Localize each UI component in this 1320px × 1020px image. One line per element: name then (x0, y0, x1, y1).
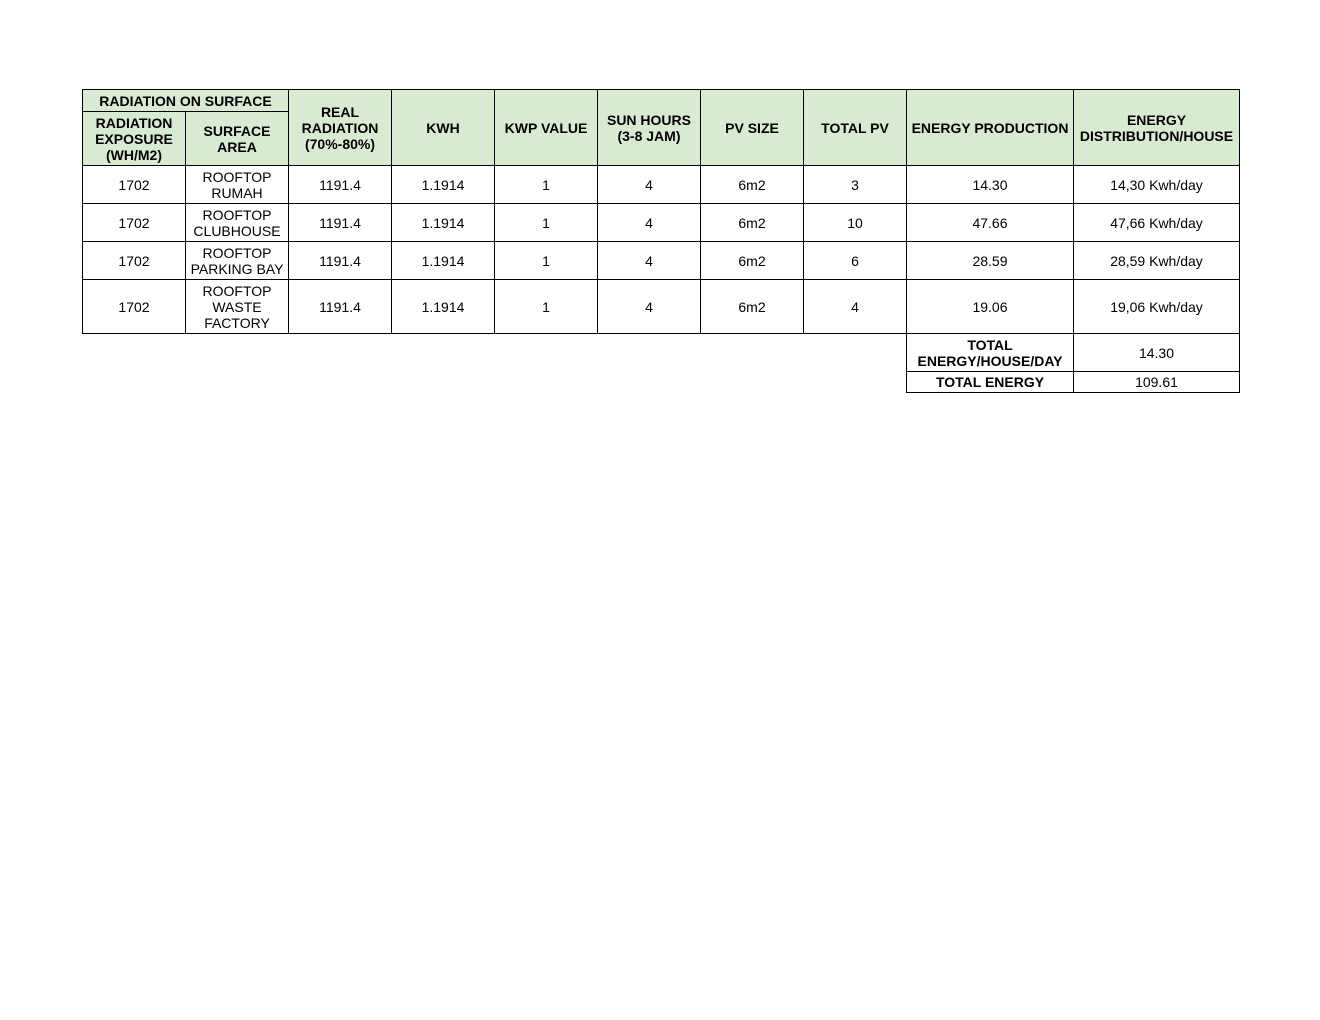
energy-table (82, 89, 1240, 393)
cell-kwh[interactable]: 1.1914 (392, 280, 495, 334)
cell-kwp-value[interactable]: 1 (495, 242, 598, 280)
cell-real-radiation[interactable]: 1191.4 (289, 204, 392, 242)
table-row (83, 204, 1240, 242)
empty-cells (83, 372, 907, 393)
cell-surface-area[interactable]: ROOFTOP CLUBHOUSE (186, 204, 289, 242)
header-surface-area: SURFACE AREA (186, 112, 289, 166)
total-energy-house-day-label: TOTAL ENERGY/HOUSE/DAY (907, 334, 1074, 372)
cell-energy-distribution[interactable]: 47,66 Kwh/day (1074, 204, 1240, 242)
empty-cells (83, 334, 907, 372)
cell-exposure[interactable]: 1702 (83, 280, 186, 334)
table-row (83, 242, 1240, 280)
cell-energy-production[interactable]: 14.30 (907, 166, 1074, 204)
header-kwh: KWH (392, 90, 495, 166)
spreadsheet-sheet (82, 89, 1240, 393)
header-total-pv: TOTAL PV (804, 90, 907, 166)
cell-sun-hours[interactable]: 4 (598, 204, 701, 242)
cell-exposure[interactable]: 1702 (83, 166, 186, 204)
cell-kwp-value[interactable]: 1 (495, 166, 598, 204)
total-energy-house-day-row (83, 334, 1240, 372)
header-radiation-exposure: RADIATION EXPOSURE (WH/M2) (83, 112, 186, 166)
cell-energy-distribution[interactable]: 28,59 Kwh/day (1074, 242, 1240, 280)
total-energy-house-day-value[interactable]: 14.30 (1074, 334, 1240, 372)
cell-pv-size[interactable]: 6m2 (701, 242, 804, 280)
cell-pv-size[interactable]: 6m2 (701, 280, 804, 334)
table-row (83, 280, 1240, 334)
header-energy-production: ENERGY PRODUCTION (907, 90, 1074, 166)
cell-kwp-value[interactable]: 1 (495, 280, 598, 334)
header-radiation-on-surface: RADIATION ON SURFACE (83, 90, 289, 112)
header-pv-size: PV SIZE (701, 90, 804, 166)
header-kwp-value: KWP VALUE (495, 90, 598, 166)
cell-surface-area[interactable]: ROOFTOP WASTE FACTORY (186, 280, 289, 334)
cell-sun-hours[interactable]: 4 (598, 280, 701, 334)
cell-energy-production[interactable]: 47.66 (907, 204, 1074, 242)
cell-exposure[interactable]: 1702 (83, 204, 186, 242)
cell-real-radiation[interactable]: 1191.4 (289, 242, 392, 280)
cell-pv-size[interactable]: 6m2 (701, 204, 804, 242)
cell-total-pv[interactable]: 3 (804, 166, 907, 204)
cell-energy-production[interactable]: 28.59 (907, 242, 1074, 280)
cell-real-radiation[interactable]: 1191.4 (289, 166, 392, 204)
cell-kwh[interactable]: 1.1914 (392, 166, 495, 204)
cell-exposure[interactable]: 1702 (83, 242, 186, 280)
total-energy-row (83, 372, 1240, 393)
cell-kwh[interactable]: 1.1914 (392, 242, 495, 280)
total-energy-value[interactable]: 109.61 (1074, 372, 1240, 393)
header-energy-distribution: ENERGY DISTRIBUTION/HOUSE (1074, 90, 1240, 166)
cell-sun-hours[interactable]: 4 (598, 166, 701, 204)
cell-pv-size[interactable]: 6m2 (701, 166, 804, 204)
cell-real-radiation[interactable]: 1191.4 (289, 280, 392, 334)
cell-kwh[interactable]: 1.1914 (392, 204, 495, 242)
cell-total-pv[interactable]: 4 (804, 280, 907, 334)
cell-surface-area[interactable]: ROOFTOP PARKING BAY (186, 242, 289, 280)
cell-sun-hours[interactable]: 4 (598, 242, 701, 280)
cell-total-pv[interactable]: 6 (804, 242, 907, 280)
cell-surface-area[interactable]: ROOFTOP RUMAH (186, 166, 289, 204)
table-row (83, 166, 1240, 204)
total-energy-label: TOTAL ENERGY (907, 372, 1074, 393)
cell-total-pv[interactable]: 10 (804, 204, 907, 242)
cell-energy-distribution[interactable]: 14,30 Kwh/day (1074, 166, 1240, 204)
cell-energy-production[interactable]: 19.06 (907, 280, 1074, 334)
header-sun-hours: SUN HOURS (3-8 JAM) (598, 90, 701, 166)
header-real-radiation: REAL RADIATION (70%-80%) (289, 90, 392, 166)
cell-kwp-value[interactable]: 1 (495, 204, 598, 242)
cell-energy-distribution[interactable]: 19,06 Kwh/day (1074, 280, 1240, 334)
